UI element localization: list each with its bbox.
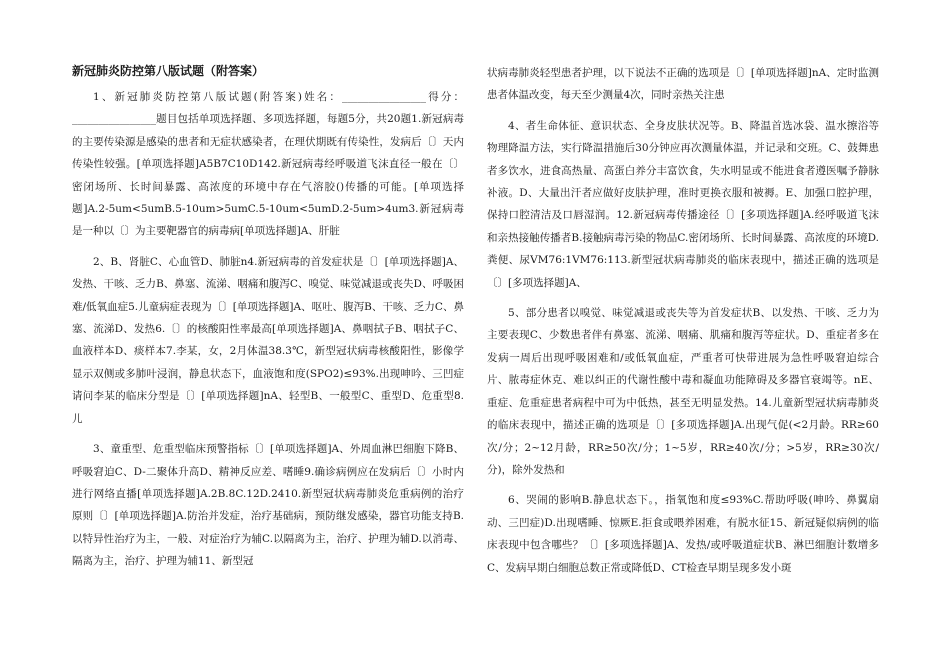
document-title: 新冠肺炎防控第八版试题（附答案） xyxy=(72,64,265,78)
paragraph: 3、童重型、危重型临床预警指标〔〕[单项选择题]A、外周血淋巴细胞下降B、呼吸窘迫C、D-二聚体升高D、精神反应差、嗜睡9.确诊病例应在发病后〔〕小时内进行网络直播[单项选择题]A.2B.8C.12D.2410.新型冠状病毒肺炎危重病例的治疗原则〔〕[单项选择题]A.防治并发症，治疗基础病，预防继发感染，器官功能支持B.以特异性治疗为主，一般、对症治疗为辅C.以隔离为主，治疗、护理为辅D.以消毒、隔离为主，治疗、护理为辅11、新型冠 xyxy=(72,443,464,568)
paragraph: 2、B、肾脏C、心血管D、肺脏n4.新冠病毒的首发症状是〔〕[单项选择题]A、发热、干咳、乏力B、鼻塞、流涕、咽痛和腹泻C、嗅觉、味觉减退或丧失D、呼吸困难/低氧血症5.儿童病症表现为〔〕[单项选择题]A、呕吐、腹泻B、干咳、乏力C、鼻塞、流涕D、发热6.〔〕的核酸阳性率最高[单项选择题]A、鼻咽拭子B、咽拭子C、血液样本D、痰样本7.李某，女，2月体温38.3℃，新型冠状病毒核酸阳性，影像学显示双侧或多肺叶浸润，静息状态下，血液饱和度(SPO2)≤93%.出现呻吟、三凹症请问李某的临床分型是〔〕[单项选择题]nA、轻型B、一般型C、重型D、危重型8.儿 xyxy=(72,255,464,425)
paragraph: 6、哭闹的影响B.静息状态下。，指氧饱和度≤93%C.帮助呼吸(呻吟、鼻翼扇动、三凹症)D.出现嗜睡、惊厥E.拒食或喂养困难，有脱水征15、新冠疑似病例的临床表现中包含哪些？〔〕[多项选择题]A、发热/或呼吸道症状B、淋巴细胞计数增多C、发病早期白细胞总数正常或降低D、CT检查早期呈现多发小斑 xyxy=(487,494,879,574)
paragraph: 1、新冠肺炎防控第八版试题(附答案)姓名：________________得分：________________题目包括单项选择题、多项选择题，每题5分，共20题1.新冠病毒的主要传染源是感染的患者和无症状感染者，在理伏期既有传染性，发病后〔〕天内传染性较强。[单项选择题]A5B7C10D142.新冠病毒经呼吸道飞沫直径一般在〔〕密闭场所、长时间暴露、高浓度的环境中存在气溶胶()传播的可能。[单项选择题]A.2-5um<5umB.5-10um>5umC.5-10um<5umD.2-5um>4um3.新冠病毒是一种以〔〕为主要靶器官的病毒病[单项选择题]A、肝脏 xyxy=(72,91,464,238)
paragraph: 4、者生命体征、意识状态、全身皮肤状况等。B、降温首选冰袋、温水擦浴等物理降温方法，实行降温措施后30分钟应再次测量体温，并记录和交班。C、鼓舞患者多饮水，进食高热量、高蛋白养分丰富饮食，失水明显或不能进食者遵医嘱予静脉补液。D、大量出汗者应做好皮肤护理，准时更换衣服和被褥。E、加强口腔护理，保持口腔清洁及口唇湿润。12.新冠病毒传播途径〔〕[多项选择题]A.经呼吸道飞沫和亲热接触传播者B.接触病毒污染的物品C.密闭场所、长时间暴露、高浓度的环境D.粪便、尿VM76:1VM76:113.新型冠状病毒肺炎的临床表现中，描述正确的选项是〔〕[多项选择题]A、 xyxy=(487,119,879,289)
paragraph: 5、部分患者以嗅觉、味觉减退或丧失等为首发症状B、以发热、干咳、乏力为主要表现C、少数患者伴有鼻塞、流涕、咽痛、肌痛和腹泻等症状。D、重症者多在发病一周后出现呼吸困难和/或低氧血症，严重者可快带进展为急性呼吸窘迫综合片、脓毒症休克、难以纠正的代谢性酸中毒和凝血功能障碍及多器官衰竭等。nE、重症、危重症患者病程中可为中低热，甚至无明显发热。14.儿童新型冠状病毒肺炎的临床表现中，描述正确的选项是〔〕[多项选择题]A.出现气促(<2月龄。RR≥60次/分；2~12月龄，RR≥50次/分；1~5岁，RR≥40次/分；>5岁，RR≥30次/分)，除外发热和 xyxy=(487,307,879,476)
paragraph: 状病毒肺炎轻型患者护理，以下说法不正确的选项是〔〕[单项选择题]nA、定时监测患者体温改变，每天至少测量4次，同时亲热关注患 xyxy=(487,67,879,102)
right-column xyxy=(487,62,879,587)
left-column xyxy=(72,60,464,581)
